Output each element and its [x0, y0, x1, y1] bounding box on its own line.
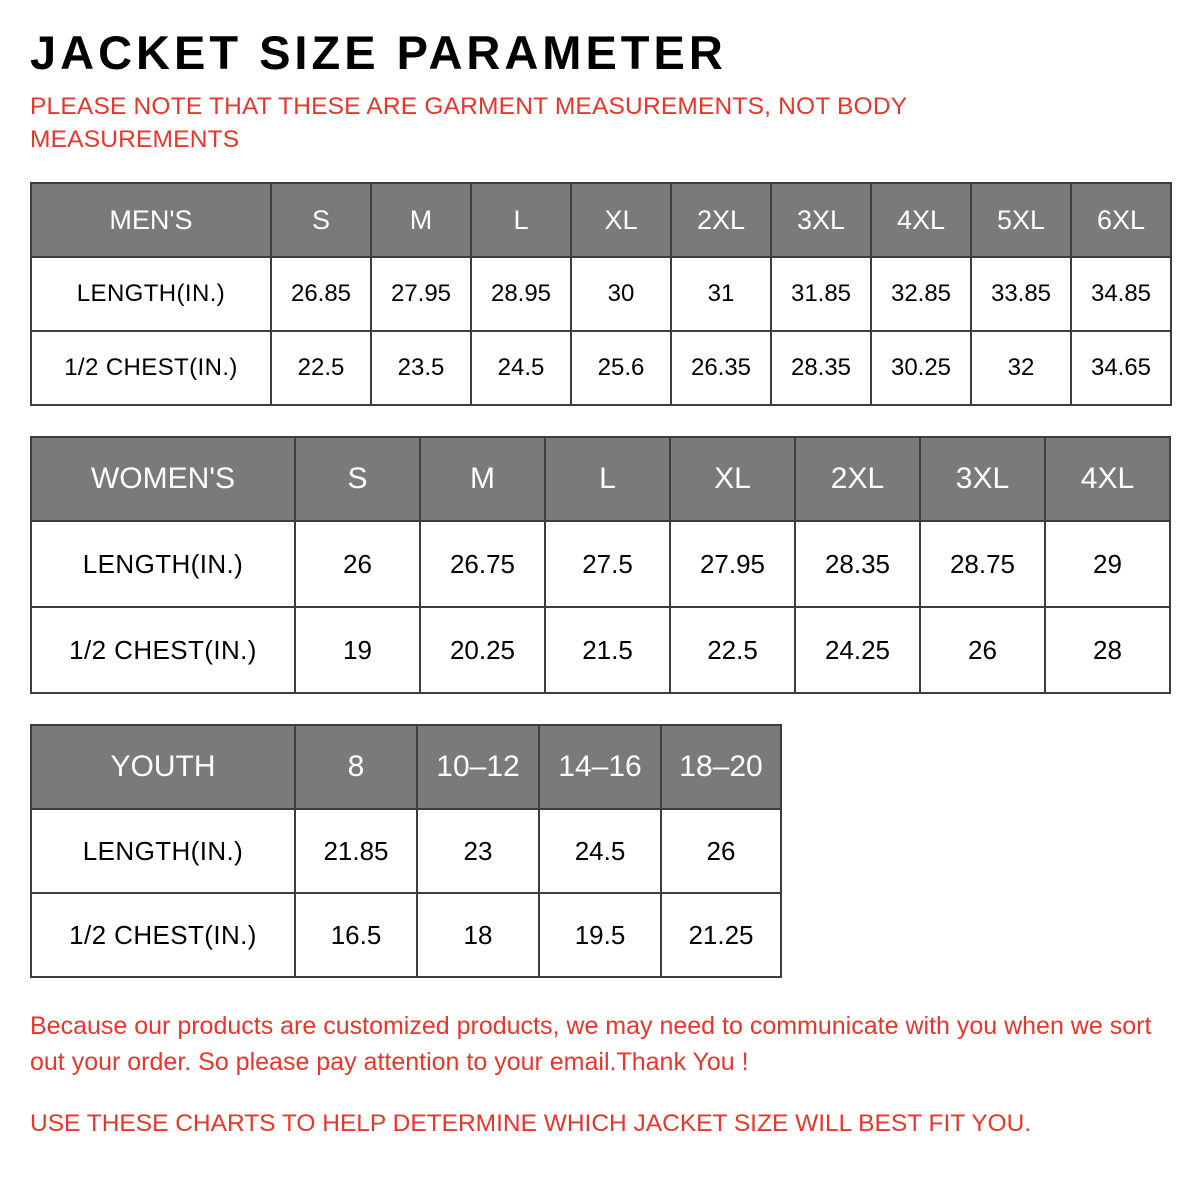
mens-length-6xl: 34.85: [1071, 257, 1171, 331]
table-row: [31, 809, 781, 893]
mens-length-3xl: 31.85: [771, 257, 871, 331]
mens-length-l: 28.95: [471, 257, 571, 331]
mens-length-5xl: 33.85: [971, 257, 1071, 331]
womens-size-table: [30, 436, 1171, 694]
womens-length-3xl: 28.75: [920, 521, 1045, 607]
youth-length-label: LENGTH(IN.): [31, 809, 295, 893]
mens-length-label: LENGTH(IN.): [31, 257, 271, 331]
womens-length-m: 26.75: [420, 521, 545, 607]
mens-chest-s: 22.5: [271, 331, 371, 405]
youth-header-label: YOUTH: [31, 725, 295, 809]
womens-length-xl: 27.95: [670, 521, 795, 607]
mens-chest-6xl: 34.65: [1071, 331, 1171, 405]
womens-size-s: S: [295, 437, 420, 521]
womens-size-4xl: 4XL: [1045, 437, 1170, 521]
womens-chest-s: 19: [295, 607, 420, 693]
youth-chest-18-20: 21.25: [661, 893, 781, 977]
table-row: [31, 893, 781, 977]
womens-chest-xl: 22.5: [670, 607, 795, 693]
mens-length-4xl: 32.85: [871, 257, 971, 331]
womens-length-2xl: 28.35: [795, 521, 920, 607]
womens-size-l: L: [545, 437, 670, 521]
womens-size-m: M: [420, 437, 545, 521]
womens-length-s: 26: [295, 521, 420, 607]
womens-length-4xl: 29: [1045, 521, 1170, 607]
womens-chest-l: 21.5: [545, 607, 670, 693]
womens-size-3xl: 3XL: [920, 437, 1045, 521]
youth-size-8: 8: [295, 725, 417, 809]
mens-length-2xl: 31: [671, 257, 771, 331]
table-header-row: [31, 437, 1170, 521]
table-row: [31, 521, 1170, 607]
bottom-note-customization: Because our products are customized products, we may need to communicate with you when we sort out your order. So please pay attention to your email.Thank You !: [30, 1012, 1152, 1077]
womens-size-2xl: 2XL: [795, 437, 920, 521]
mens-length-m: 27.95: [371, 257, 471, 331]
table-row: [31, 607, 1170, 693]
youth-size-10-12: 10–12: [417, 725, 539, 809]
mens-chest-label: 1/2 CHEST(IN.): [31, 331, 271, 405]
youth-chest-14-16: 19.5: [539, 893, 661, 977]
youth-length-14-16: 24.5: [539, 809, 661, 893]
mens-size-3xl: 3XL: [771, 183, 871, 257]
youth-size-table: [30, 724, 782, 978]
youth-chest-8: 16.5: [295, 893, 417, 977]
mens-size-xl: XL: [571, 183, 671, 257]
mens-header-label: MEN'S: [31, 183, 271, 257]
womens-header-label: WOMEN'S: [31, 437, 295, 521]
mens-size-l: L: [471, 183, 571, 257]
mens-chest-2xl: 26.35: [671, 331, 771, 405]
womens-size-xl: XL: [670, 437, 795, 521]
youth-length-18-20: 26: [661, 809, 781, 893]
mens-size-s: S: [271, 183, 371, 257]
womens-chest-label: 1/2 CHEST(IN.): [31, 607, 295, 693]
youth-length-8: 21.85: [295, 809, 417, 893]
youth-length-10-12: 23: [417, 809, 539, 893]
youth-size-14-16: 14–16: [539, 725, 661, 809]
youth-size-18-20: 18–20: [661, 725, 781, 809]
mens-chest-l: 24.5: [471, 331, 571, 405]
womens-chest-m: 20.25: [420, 607, 545, 693]
mens-chest-xl: 25.6: [571, 331, 671, 405]
womens-chest-3xl: 26: [920, 607, 1045, 693]
page-title: JACKET SIZE PARAMETER: [30, 26, 727, 79]
mens-chest-5xl: 32: [971, 331, 1071, 405]
bottom-note-usage: USE THESE CHARTS TO HELP DETERMINE WHICH JACKET SIZE WILL BEST FIT YOU.: [30, 1109, 1032, 1137]
mens-size-table: [30, 182, 1172, 406]
womens-length-l: 27.5: [545, 521, 670, 607]
mens-size-4xl: 4XL: [871, 183, 971, 257]
womens-length-label: LENGTH(IN.): [31, 521, 295, 607]
table-header-row: [31, 725, 781, 809]
mens-length-xl: 30: [571, 257, 671, 331]
mens-chest-4xl: 30.25: [871, 331, 971, 405]
table-header-row: [31, 183, 1171, 257]
table-row: [31, 257, 1171, 331]
youth-chest-10-12: 18: [417, 893, 539, 977]
mens-size-6xl: 6XL: [1071, 183, 1171, 257]
youth-chest-label: 1/2 CHEST(IN.): [31, 893, 295, 977]
top-note: PLEASE NOTE THAT THESE ARE GARMENT MEASUREMENTS, NOT BODY MEASUREMENTS: [30, 93, 907, 153]
womens-chest-2xl: 24.25: [795, 607, 920, 693]
mens-length-s: 26.85: [271, 257, 371, 331]
mens-size-m: M: [371, 183, 471, 257]
mens-size-2xl: 2XL: [671, 183, 771, 257]
womens-chest-4xl: 28: [1045, 607, 1170, 693]
mens-size-5xl: 5XL: [971, 183, 1071, 257]
mens-chest-m: 23.5: [371, 331, 471, 405]
mens-chest-3xl: 28.35: [771, 331, 871, 405]
table-row: [31, 331, 1171, 405]
